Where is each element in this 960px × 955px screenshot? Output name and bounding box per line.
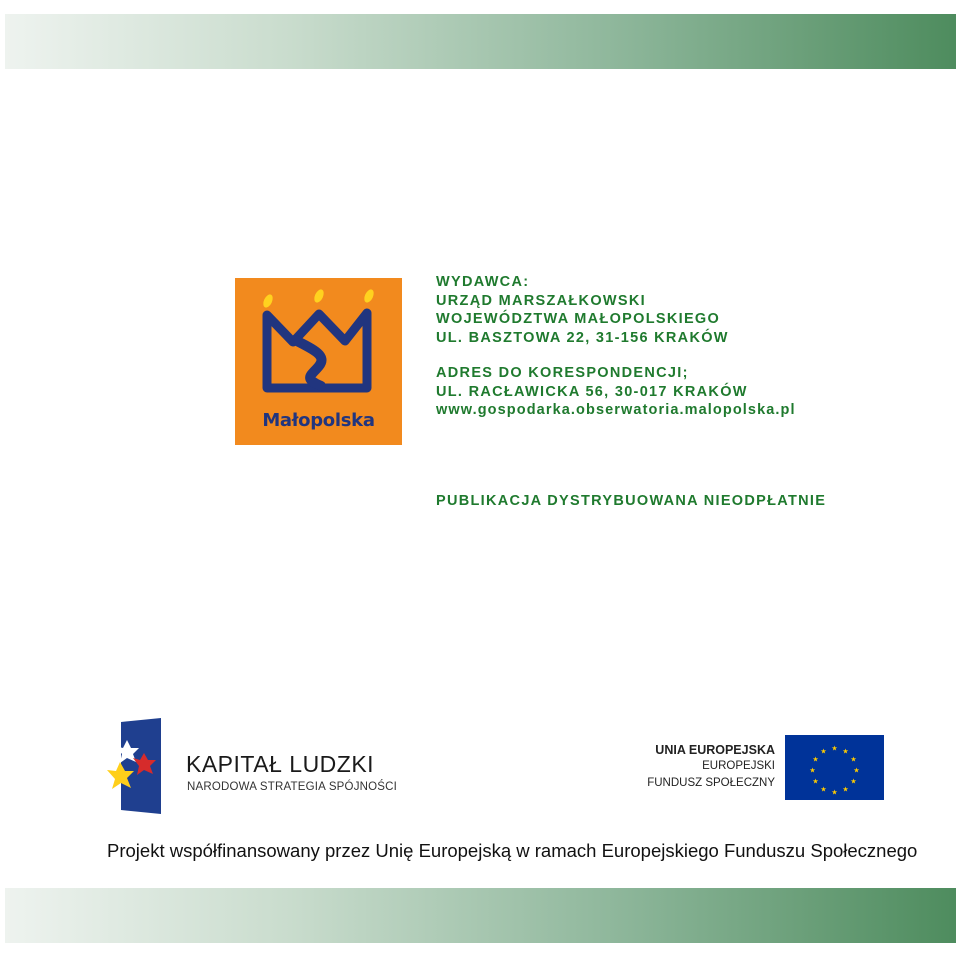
publisher-spacer [436,347,896,364]
publisher-url[interactable]: www.gospodarka.obserwatoria.malopolska.pl [436,402,796,418]
svg-text:★: ★ [831,788,838,797]
svg-text:★: ★ [850,755,857,764]
publisher-name-line2: WOJEWÓDZTWA MAŁOPOLSKIEGO [436,311,721,327]
publisher-info [436,273,896,420]
svg-text:★: ★ [812,777,819,786]
malopolska-logo [235,278,402,445]
top-gradient-band [5,14,956,69]
eu-union-label: UNIA EUROPEJSKA [655,743,775,757]
kapital-ludzki-title: KAPITAŁ LUDZKI [186,751,375,777]
svg-text:★: ★ [853,766,860,775]
eu-flag-icon [785,735,884,800]
svg-text:★: ★ [842,785,849,794]
bottom-gradient-band [5,888,956,943]
malopolska-wordmark: Małopolska [262,410,375,431]
correspondence-label: ADRES DO KORESPONDENCJI; [436,365,689,381]
eu-text-block [620,742,775,792]
publisher-label: WYDAWCA: [436,274,530,290]
svg-text:★: ★ [820,747,827,756]
publisher-address: UL. BASZTOWA 22, 31-156 KRAKÓW [436,329,729,346]
kapital-ludzki-logo-icon [103,718,163,814]
svg-text:★: ★ [812,755,819,764]
svg-text:★: ★ [831,744,838,753]
cofinance-note: Projekt współfinansowany przez Unię Europejską w ramach Europejskiego Funduszu Społecznego [107,840,918,861]
kapital-ludzki-subtitle: NARODOWA STRATEGIA SPÓJNOŚCI [187,781,398,793]
free-distribution-note: PUBLIKACJA DYSTRYBUOWANA NIEODPŁATNIE [436,493,827,509]
svg-text:★: ★ [850,777,857,786]
eu-fund-line1: EUROPEJSKI [702,760,775,772]
publisher-name-line1: URZĄD MARSZAŁKOWSKI [436,292,646,309]
svg-text:★: ★ [842,747,849,756]
correspondence-address: UL. RACŁAWICKA 56, 30-017 KRAKÓW [436,383,748,400]
svg-text:★: ★ [820,785,827,794]
svg-text:★: ★ [809,766,816,775]
eu-fund-line2: FUNDUSZ SPOŁECZNY [647,777,775,789]
